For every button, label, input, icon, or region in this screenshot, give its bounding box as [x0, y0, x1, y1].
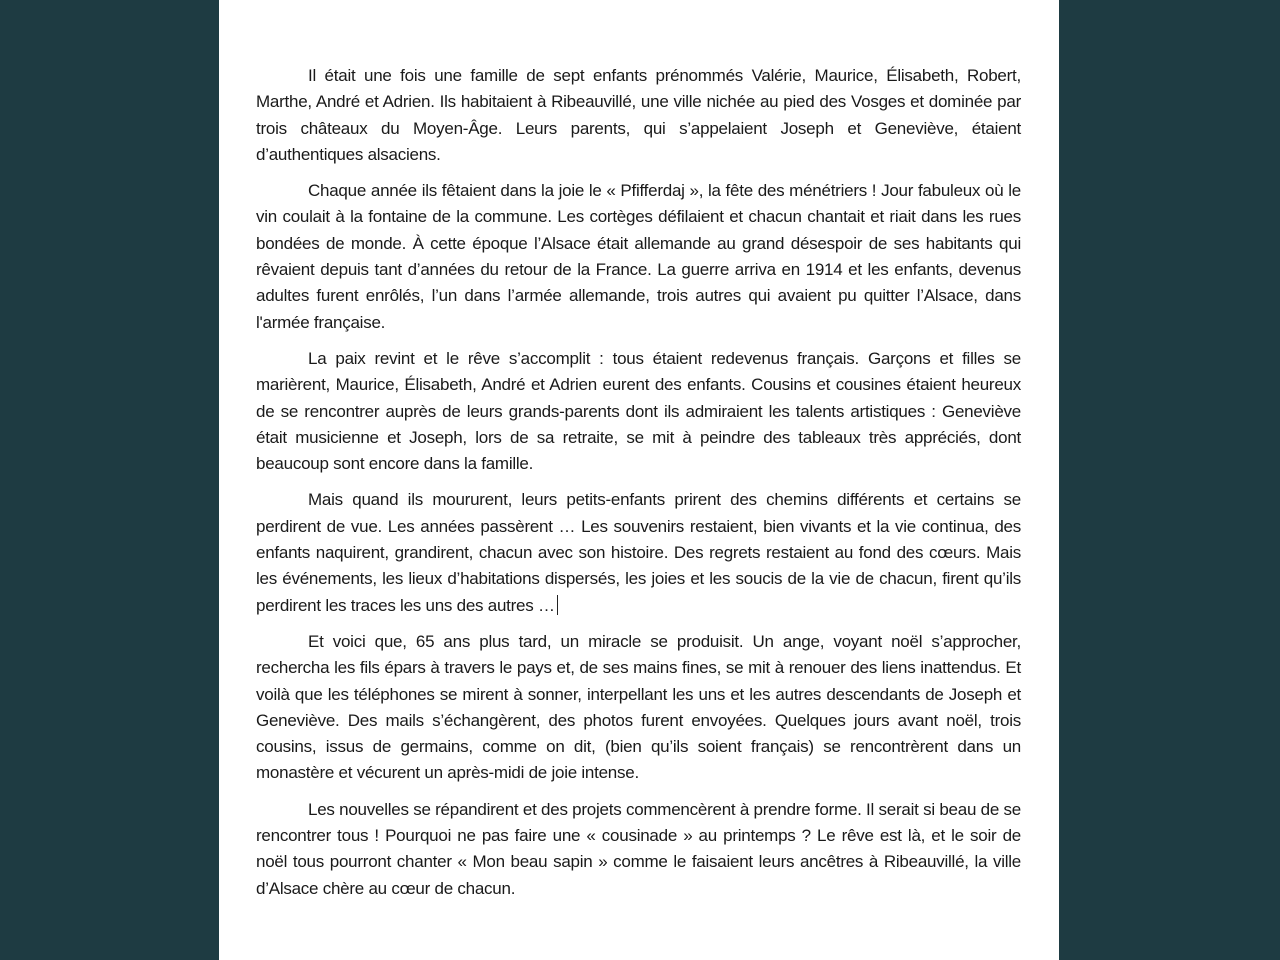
paragraph-4-text: Mais quand ils moururent, leurs petits-enfants prirent des chemins différents et certains se perdirent de vue. Les années passèrent … Les souvenirs restaient, bien vivants et la vie continua, des enfants naquirent, grandirent, chacun avec son histoire. Des regrets restaient au fond des cœurs. Mais les événements, les lieux d’habitations dispersés, les joies et les soucis de la vie de chacun, firent qu’ils perdirent les traces les uns des autres … — [256, 490, 1021, 615]
paragraph-4 — [256, 487, 1021, 618]
text-cursor — [557, 595, 558, 615]
paragraph-5 — [256, 629, 1021, 787]
document-body[interactable] — [256, 63, 1021, 912]
paragraph-5-text: Et voici que, 65 ans plus tard, un miracle se produisit. Un ange, voyant noël s’approcher, rechercha les fils épars à travers le pays et, de ses mains fines, se mit à renouer des liens inattendus. Et voilà que les téléphones se mirent à sonner, interpellant les uns et les autres descendants de Joseph et Geneviève. Des mails s’échangèrent, des photos furent envoyées. Quelques jours avant noël, trois cousins, issus de germains, comme on dit, (bien qu’ils soient français) se rencontrèrent dans un monastère et vécurent un après-midi de joie intense. — [256, 631, 1021, 783]
paragraph-1-text: Il était une fois une famille de sept enfants prénommés Valérie, Maurice, Élisabeth, Robert, Marthe, André et Adrien. Ils habitaient à Ribeauvillé, une ville nichée au pied des Vosges et dominée par trois châteaux du Moyen-Âge. Leurs parents, qui s’appelaient Joseph et Geneviève, étaient d’authentiques alsaciens. — [256, 66, 1021, 164]
paragraph-3-text: La paix revint et le rêve s’accomplit : tous étaient redevenus français. Garçons et filles se marièrent, Maurice, Élisabeth, André et Adrien eurent des enfants. Cousins et cousines étaient heureux de se rencontrer auprès de leurs grands-parents dont ils admiraient les talents artistiques : Geneviève était musicienne et Joseph, lors de sa retraite, se mit à peindre des tableaux très appréciés, dont beaucoup sont encore dans la famille. — [256, 348, 1021, 474]
paragraph-1 — [256, 63, 1021, 168]
document-page[interactable] — [219, 0, 1059, 960]
paragraph-6-text: Les nouvelles se répandirent et des projets commencèrent à prendre forme. Il serait si beau de se rencontrer tous ! Pourquoi ne pas faire une « cousinade » au printemps ? Le rêve est là, et le soir de noël tous pourront chanter « Mon beau sapin » comme le faisaient leurs ancêtres à Ribeauvillé, la ville d’Alsace chère au cœur de chacun. — [256, 799, 1021, 898]
paragraph-2 — [256, 178, 1021, 336]
paragraph-6 — [256, 797, 1021, 902]
paragraph-2-text: Chaque année ils fêtaient dans la joie le « Pfifferdaj », la fête des ménétriers ! Jour fabuleux où le vin coulait à la fontaine de la commune. Les cortèges défilaient et chacun chantait et riait dans les rues bondées de monde. À cette époque l’Alsace était allemande au grand désespoir de ses habitants qui rêvaient depuis tant d’années du retour de la France. La guerre arriva en 1914 et les enfants, devenus adultes furent enrôlés, l’un dans l’armée allemande, trois autres qui avaient pu quitter l’Alsace, dans l'armée française. — [256, 181, 1021, 332]
paragraph-3 — [256, 346, 1021, 477]
